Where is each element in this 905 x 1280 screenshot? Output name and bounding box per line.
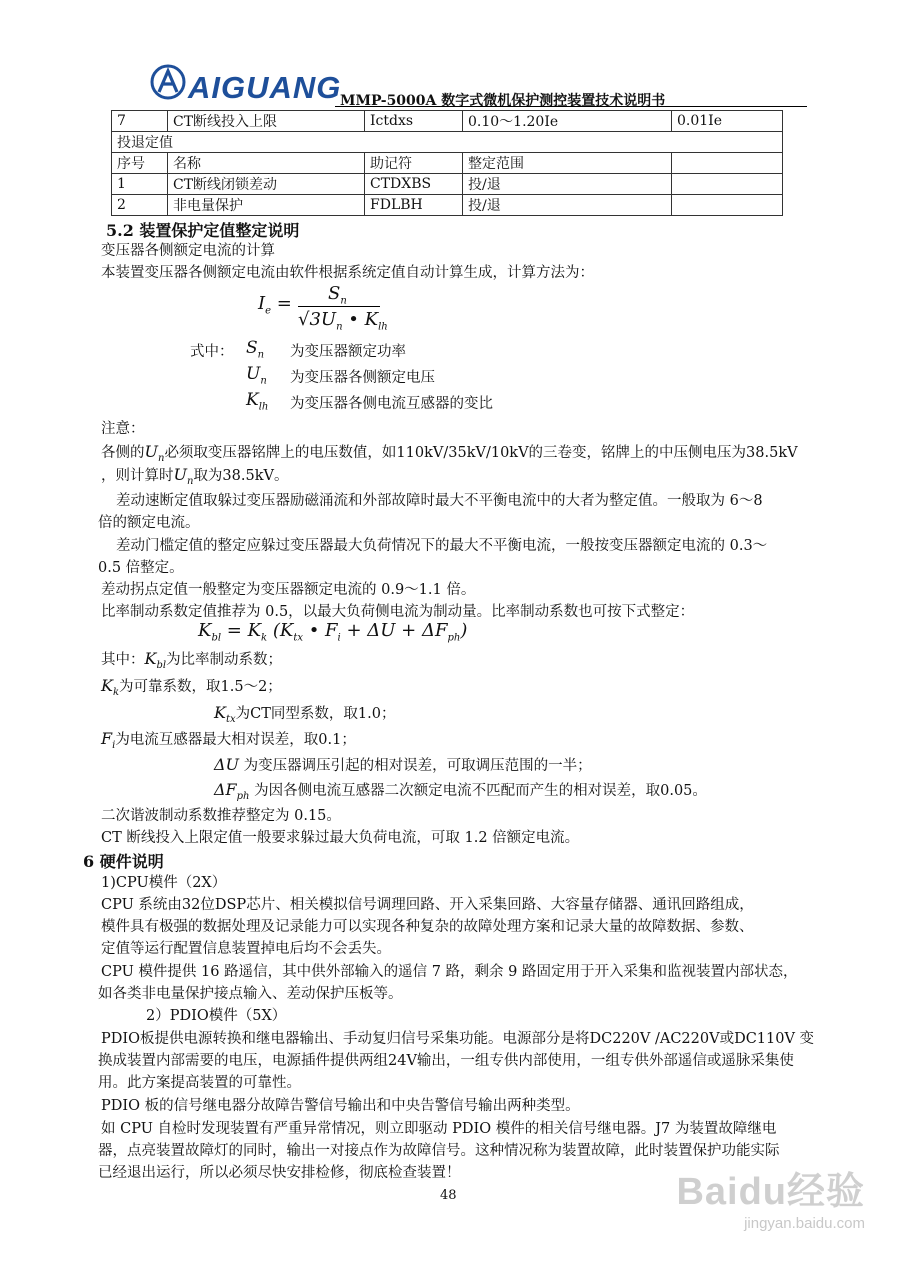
table-cell [672,174,783,195]
pdio-paragraph-3-line-3: 已经退出运行，所以必须尽快安排检修，彻底检查装置！ [98,1165,461,1181]
note-line-2: ，则计算时$U_n$取为38.5kV。 [101,465,289,488]
table-cell: CT断线投入上限 [168,111,365,132]
definition-sn: 为变压器额定功率 [290,344,406,360]
watermark-text: Baidu经验 [676,1171,865,1213]
pdio-paragraph-3-line-1: 如 CPU 自检时发现装置有严重异常情况，则立即驱动 PDIO 模件的相关信号继电器。J7 为装置故障继电 [101,1121,777,1137]
paragraph-sudden-diff-1: 差动速断定值取躲过变压器励磁涌流和外部故障时最大不平衡电流中的大者为整定值。一般取为 6～8 [116,493,763,509]
formula-lhs: $I_e$ = [258,293,292,317]
explain-dfph: $\Delta F_{ph}$ 为因各侧电流互感器二次额定电流不匹配而产生的相对误差，取0.05。 [214,780,707,803]
note-line-1: 各侧的$U_n$必须取变压器铭牌上的电压数值，如110kV/35kV/10kV的三卷变，铭牌上的中压侧电压为38.5kV [101,442,798,465]
note-label: 注意： [101,421,145,437]
pdio-paragraph-3-line-2: 器，点亮装置故障灯的同时，输出一对接点作为故障信号。这种情况称为装置故障，此时装置保护功能实际 [98,1143,780,1159]
table-header-row [112,153,783,174]
table-cell: 0.01Ie [672,111,783,132]
table-header-cell: 序号 [112,153,168,174]
explain-kbl: 其中：$K_{bl}$为比率制动系数； [101,649,283,672]
symbol-sn: $S_n$ [246,338,265,361]
paragraph-knee-point: 差动拐点定值一般整定为变压器额定电流的 0.9～1.1 倍。 [101,582,476,598]
where-label: 式中： [190,344,234,360]
paragraph-threshold-1: 差动门槛定值的整定应躲过变压器最大负荷情况下的最大不平衡电流，一般按变压器额定电流的 0.3～ [116,538,768,554]
explain-fi: $F_i$为电流互感器最大相对误差，取0.1； [101,729,356,752]
table-cell [672,195,783,216]
cpu-paragraph-1-line-2: 模件具有极强的数据处理及记录能力可以实现各种复杂的故障处理方案和记录大量的故障数据、参数、 [101,919,754,935]
page-number: 48 [440,1188,457,1203]
cpu-paragraph-2-line-2: 如各类非电量保护接点输入、差动保护压板等。 [98,986,403,1002]
watermark-url: jingyan.baidu.com [744,1215,865,1232]
table-cell: 投/退 [463,195,672,216]
explain-kk: $K_k$为可靠系数，取1.5～2； [101,676,282,699]
header-rule [335,106,807,107]
table-cell: 非电量保护 [168,195,365,216]
table-cell: CTDXBS [365,174,463,195]
paragraph-threshold-2: 0.5 倍整定。 [98,560,184,576]
definition-un: 为变压器各侧额定电压 [290,370,435,386]
paragraph-second-harmonic: 二次谐波制动系数推荐整定为 0.15。 [101,808,341,824]
pdio-module-title: 2）PDIO模件（5X） [146,1008,287,1024]
table-cell: 投/退 [463,174,672,195]
table-section-row [112,132,783,153]
formula-ratio-restraint: $K_{bl} = K_k$ ($K_{tx}$ • $F_i + \Delta U + \Delta F_{ph}$) [198,620,468,644]
table-row [112,111,783,132]
cpu-module-title: 1)CPU模件（2X） [101,875,227,891]
brand-wordmark: AIGUANG [188,70,342,105]
table-cell: Ictdxs [365,111,463,132]
symbol-klh: $K_{lh}$ [246,390,269,413]
settings-table [111,110,783,216]
paragraph-ct-break: CT 断线投入上限定值一般要求躲过最大负荷电流，可取 1.2 倍额定电流。 [101,830,580,846]
pdio-paragraph-1-line-1: PDIO板提供电源转换和继电器输出、手动复归信号采集功能。电源部分是将DC220V /AC220V或DC110V 变 [101,1031,815,1047]
formula-numerator: $S_n$ [328,283,347,307]
baidu-watermark [676,1160,865,1232]
pdio-paragraph-1-line-3: 用。此方案提高装置的可靠性。 [98,1075,301,1091]
table-cell: 1 [112,174,168,195]
table-cell: CT断线闭锁差动 [168,174,365,195]
table-cell: 2 [112,195,168,216]
table-header-cell: 名称 [168,153,365,174]
logo-emblem-icon [150,64,186,100]
table-row [112,174,783,195]
definition-klh: 为变压器各侧电流互感器的变比 [290,396,493,412]
table-row [112,195,783,216]
paragraph-ratio-restraint: 比率制动系数定值推荐为 0.5，以最大负荷侧电流为制动量。比率制动系数也可按下式整定： [101,604,695,620]
section-heading-5-2: 5.2 装置保护定值整定说明 [106,221,300,240]
symbol-un: $U_n$ [246,364,267,387]
cpu-paragraph-1-line-3: 定值等运行配置信息装置掉电后均不会丢失。 [101,941,391,957]
cpu-paragraph-2-line-1: CPU 模件提供 16 路遥信，其中供外部输入的遥信 7 路，剩余 9 路固定用于开入采集和监视装置内部状态， [101,964,798,980]
section-heading-6: 6 硬件说明 [83,852,164,871]
fraction-bar [298,306,380,307]
explain-du: ΔU 为变压器调压引起的相对误差，可取调压范围的一半； [214,755,592,774]
table-header-cell [672,153,783,174]
cpu-paragraph-1-line-1: CPU 系统由32位DSP芯片、相关模拟信号调理回路、开入采集回路、大容量存储器、通讯回路组成， [101,897,754,913]
table-cell: FDLBH [365,195,463,216]
table-section-label: 投退定值 [112,132,783,153]
paragraph-sudden-diff-2: 倍的额定电流。 [98,515,200,531]
pdio-paragraph-2: PDIO 板的信号继电器分故障告警信号输出和中央告警信号输出两种类型。 [101,1098,580,1114]
formula-denominator: $√3U_n$ • $K_{lh}$ [298,309,388,333]
table-header-cell: 助记符 [365,153,463,174]
paragraph-intro: 本装置变压器各侧额定电流由软件根据系统定值自动计算生成，计算方法为： [101,265,594,281]
explain-ktx: $K_{tx}$为CT同型系数，取1.0； [214,703,396,726]
table-cell: 0.10～1.20Ie [463,111,672,132]
company-logo [150,64,342,105]
subsection-title: 变压器各侧额定电流的计算 [101,243,275,259]
table-cell: 7 [112,111,168,132]
document-title: MMP-5000A 数字式微机保护测控装置技术说明书 [340,93,666,109]
pdio-paragraph-1-line-2: 换成装置内部需要的电压，电源插件提供两组24V输出，一组专供内部使用，一组专供外部遥信或遥脉采集使 [98,1053,794,1069]
table-header-cell: 整定范围 [463,153,672,174]
